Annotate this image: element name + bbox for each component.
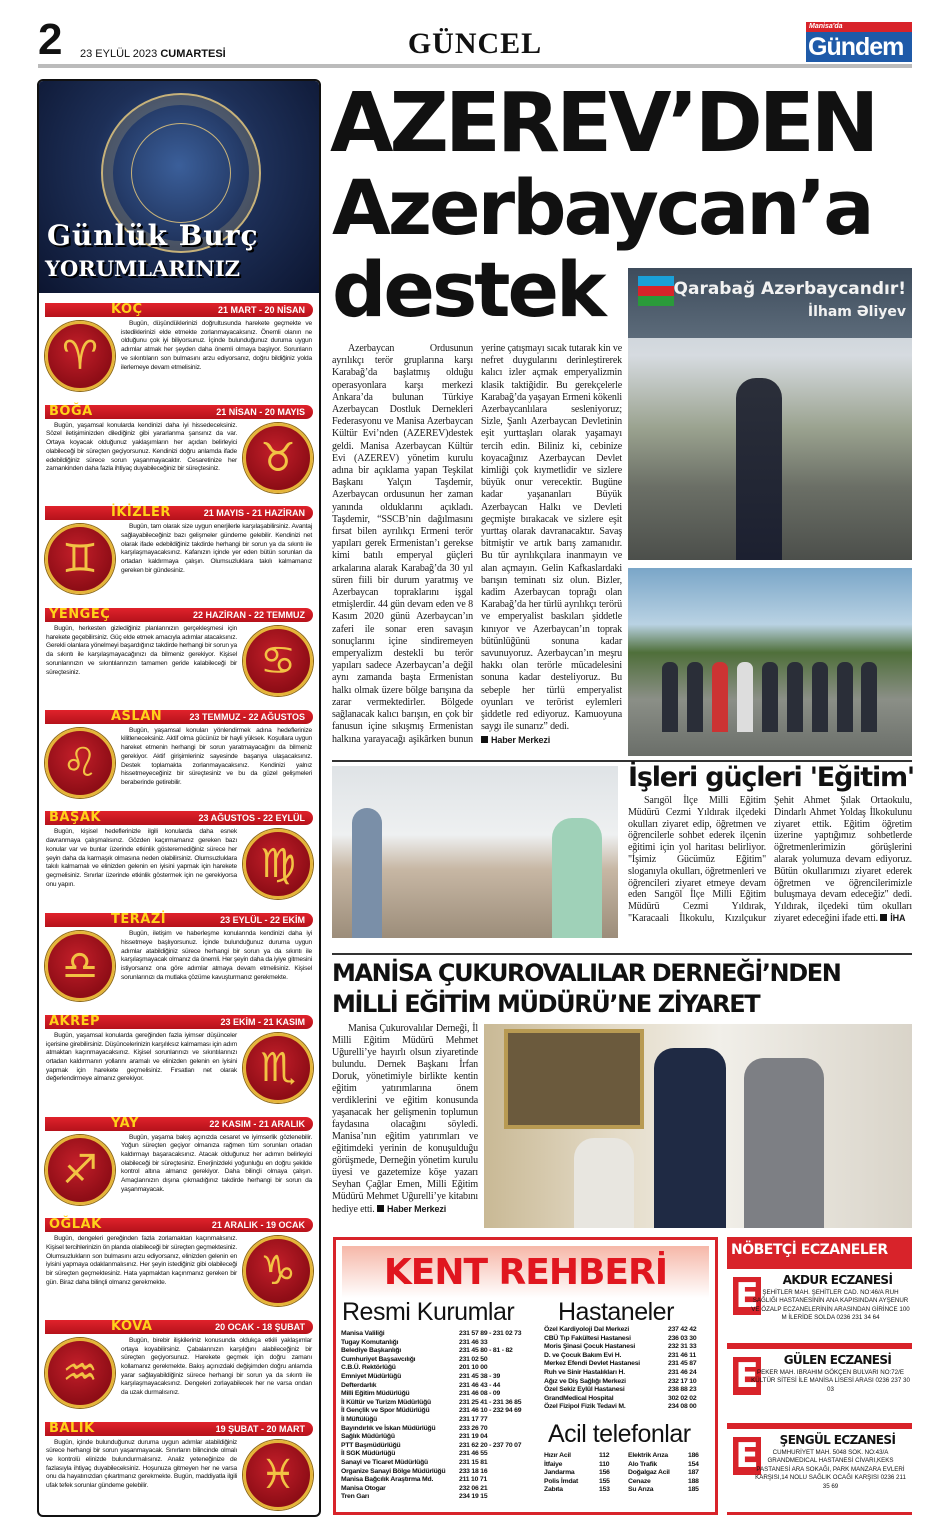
article-text: Sarıgöl İlçe Milli Eğitim Müdürü Cezmi Yıldırak ilçedeki okulları ziyaret edip, öğretmen ve öğrencilerle sohbet ederek ilçenin eğitimi için yol haritası belirliyor. "İşimiz Gücümüz Eğitim" sloganıyla okulları, öğretmenleri ve öğrencileri ziyaret etmeye devam eden Sarıgöl İlçe Milli Eğitim Müdürü Cezmi Yıldırak, "Karacaali İlkokulu, Kızılçukur Şehit Ahmet Şılak Ortaokulu, Dindarlı Ahmet Yoldaş İlkokulunu ziyaret ettik. Eğitim öğretim üzerine yaptığımız sohbetlerde öğretmenlerimizin görüşlerini alarak yolumuza devam ediyoruz. Bütün okullarımızı ziyaret ederek öğretmen ve öğrencilerimizle buluşmaya devam edeceğiz" dedi. Yıldırak, ilçedeki tüm okulları ziyaret edeceğini ifade etti. — [628, 795, 912, 924]
article-text: Azerbaycan Ordusunun ayrılıkçı terör gruplarına karşı Karabağ’da başlatmış olduğu operasyonlara karşı merkezi Ankara’da bulunan Türkiye Azerbaycan Dostluk Dernekleri Federasyonu ve Manisa Azerbaycan Kültür Evi’nden (AZEREV)destek geldi. Manisa Azerbaycan Kültür Evi (AZEREV) yönetim kurulu adına bir açıklama yapan Teşkilat Başkanı Yalçın Taşdemir, Azerbaycan ordusunun her zaman yanında olduklarını açıkladı. Taşdemir, “SSCB’nin dağılmasını fırsat bilen ayrılıkçı Ermeni terör yapıları gerek Ermenistan’ı gerekse kimi batılı emperyal güçleri arkalarına alarak Karabağ’da 30 yıl süren fiili bir durum yaratmış ve Azerbaycan topraklarını işgal etmişlerdir. 44 gün devam eden ve 8 Kasım 2020 günü Azerbaycan’ın zaferi ile sonar eren savaşın sonuçlarını içine sindiremeyen emperyalizm destekli bu terör yapıları sadece Azerbaycan’a değil aynı zamanda başta Ermenistan halkı olmak üzere bölge barışına da zarar vermektedirler. Bölgede sağlanacak kalıcı barışın, en çok bir fanusun içine sıkışmış Ermenistan halkına yarayacağı aşikârken bunun yerine çatışmayı sıcak tutarak kin ve nefret duygularını derinleştirerek kalıcı izler açmak emperyalizmin klasik taktiğidir. Bu gerekçelerle Karabağ’da yaşayan Ermeni kökenli Azerbaycanlılara sesleniyoruz; Sizle, Şanlı Azerbaycan Devletinin eşit yurttaşları olarak yaşamayı tercih edin. Biliniz ki, cebinize koyacağınız Azerbaycan Devlet kimliği çok kıymetlidir ve sizlere büyük onur verecektir. Bugüne kadar yaşananları Büyük Azerbaycan Halkı ve Devleti geçmişte bırakacak ve sizlere eşit yurttaş olarak davranacaktır. Savaş bitmiştir ve artık barış zamanıdır. Bu tür ayrılıkçılara inanmayın ve alan açmayın. Gelin Kafkaslardaki barışın teminatı siz olun. Bizler, kadim Azerbaycan toprağı olan Karabağ’da her türlü ayrılıkçı terörü ve emperyalist baskıları şiddetle kınıyor ve Azerbaycan’ın toprak bütünlüğünü sonuna kadar savunuyoruz. Azerbaycan’ın meşru hakkı olan terörle mücadelesini sonuna kadar desteliyoruz. Bu sebeple her türlü emperyalist oyunları ve terörist eylemleri şiddetle red ediyoruz. Kamuoyuna saygı ile sunarız” dedi. — [332, 343, 622, 745]
sign-dates: 23 TEMMUZ - 22 AĞUSTOS — [189, 711, 305, 722]
sign-list — [39, 293, 319, 1523]
guide-phone: 231 46 08 - 09 — [459, 1390, 501, 1398]
horoscope-sign — [45, 506, 313, 608]
guide-label: Sağlık Müdürlüğü — [341, 1433, 395, 1441]
sign-dates: 22 HAZİRAN - 22 TEMMUZ — [192, 610, 305, 621]
guide-phone: 232 17 10 — [668, 1377, 697, 1385]
guide-phone: 231 45 80 - 81 - 82 — [459, 1347, 513, 1355]
guide-row — [341, 1407, 539, 1416]
guide-row — [544, 1335, 716, 1344]
zodiac-sign-icon: ♒ — [45, 1338, 115, 1408]
horoscope-sign — [45, 1218, 313, 1320]
sign-name: YAY — [111, 1115, 139, 1131]
hospital-list — [544, 1326, 716, 1412]
article-source: Haber Merkezi — [481, 735, 550, 745]
guide-row — [341, 1433, 539, 1442]
guide-phone: 188 — [688, 1477, 699, 1485]
sign-name: BALIK — [49, 1420, 95, 1436]
headline-line2: Azerbaycan’a — [332, 163, 872, 252]
guide-row — [341, 1476, 539, 1485]
guide-label: Ağız ve Diş Sağlığı Merkezi — [544, 1377, 626, 1385]
guide-row — [628, 1469, 716, 1478]
article-body-education — [628, 795, 912, 925]
guide-row — [341, 1450, 539, 1459]
photo-karabakh-banner — [628, 268, 912, 560]
sign-dates: 20 OCAK - 18 ŞUBAT — [215, 1321, 305, 1332]
guide-phone: 154 — [688, 1460, 699, 1468]
guide-phone: 186 — [688, 1452, 699, 1459]
horoscope-sign — [45, 913, 313, 1015]
zodiac-sign-icon: ♊ — [45, 524, 115, 594]
guide-label: Elektrik Arıza — [628, 1452, 669, 1459]
day-text: CUMARTESİ — [160, 48, 226, 60]
sign-name: YENGEÇ — [49, 607, 111, 623]
guide-label: Özel Sekiz Eylül Hastanesi — [544, 1386, 625, 1394]
photo-figure — [552, 818, 602, 938]
pharmacies-on-duty — [727, 1237, 912, 1515]
guide-row — [341, 1382, 539, 1391]
guide-phone: 231 45 38 - 39 — [459, 1372, 501, 1380]
guide-phone: 233 26 70 — [459, 1424, 488, 1432]
sign-dates: 21 MART - 20 NİSAN — [217, 305, 305, 315]
horoscope-title-line2: YORUMLARINIZ — [45, 256, 240, 281]
guide-label: Tren Garı — [341, 1493, 370, 1501]
zodiac-sign-icon: ♎ — [45, 931, 115, 1001]
section-title: GÜNCEL — [407, 27, 543, 60]
guide-label: Defterdarlık — [341, 1381, 377, 1389]
article-source: İHA — [880, 913, 905, 923]
photo-figure — [654, 1048, 726, 1228]
guide-row — [544, 1326, 716, 1335]
guide-row — [628, 1478, 716, 1487]
guide-label: PTT Başmüdürlüğü — [341, 1441, 401, 1449]
guide-row — [544, 1478, 624, 1487]
guide-phone: 231 19 04 — [459, 1433, 488, 1441]
date-text: 23 EYLÜL 2023 — [80, 48, 158, 60]
guide-row — [544, 1486, 624, 1495]
guide-phone: 232 31 33 — [668, 1343, 697, 1351]
sign-name: ASLAN — [111, 708, 163, 724]
sign-text: Bugün, yaşamsal konularda kendinizi daha iyi hissedeceksiniz. Sözel iletişiminizden dilediğiniz gibi yararlanma şansınız da var. Ortaya koyacak olduğunuz yaklaşımların her açıdan belirleyici olabileceği bir süreçten geçiyorsunuz. Kendinizi doğru anlamda ifade edebildiğiniz sürece sorun yaşanmayacaktır. Cesaretinize her zamankinden daha fazla ihtiyaç duyabileceğiniz bir süreçtesiniz. — [46, 421, 237, 473]
article-text: Manisa Çukurovalılar Derneği, İl Milli Eğitim Müdürü Mehmet Uğurelli’ye hayırlı olsun ziyaretinde bulundu. Dernek Başkanı İrfan Doruk, yönetimiyle birlikte kentin eğitim yatırımlarına önem verdiklerini ve eğitim konusunda yaşanacak her gelişmenin toplumun faydasına olacağını söyledi. Manisa’nın eğitim yatırımları ve eğitimdeki yerinin de konuşulduğu görüşmede, Derneğin yönetim kurulu üyesi ve gazetemize köşe yazarı Seyhan Çağlar Emen, Milli Eğitim Müdürü Mehmet Uğurelli’ye kitabını hediye etti. — [332, 1023, 478, 1215]
sign-text: Bugün, herkesten gizlediğiniz planlarınızın gerçekleşmesi için harekete geçebilirsiniz. Güç elde etmek amacıyla adımlar atacaksınız. Gerekli olanlara yönelmeyi başardığınız takdirde herhangi bir sorun ya da sıkıntı ile karşılaşmayacağınızı da bilmeniz gerekiyor. Kişisel sorunlarınızın ve sıkıntılarınızın tamamen geride kalabileceği bir süreçtesiniz. — [46, 625, 237, 676]
zodiac-sign-icon: ♓ — [243, 1440, 313, 1510]
city-guide — [333, 1237, 718, 1515]
guide-phone: 232 06 21 — [459, 1484, 488, 1492]
sign-name: KOVA — [111, 1318, 153, 1334]
guide-row — [628, 1461, 716, 1470]
guide-label: Bayındırlık ve İskan Müdürlüğü — [341, 1424, 436, 1432]
guide-phone: 231 25 41 - 231 36 85 — [459, 1398, 522, 1406]
guide-row — [544, 1360, 716, 1369]
pharmacy-address: PEKER MAH. IBRAHIM GÖKÇEN BULVARI NO:72/E KÜLTÜR SİTESİ İLE MANİSA LİSESİ ARASI 0236 237 30 03 — [751, 1369, 910, 1393]
guide-phone: 234 08 00 — [668, 1403, 697, 1411]
guide-label: Zabıta — [544, 1486, 563, 1494]
emergency-list-1 — [544, 1452, 624, 1495]
sign-text: Bugün, düşündüklerinizi doğrultusunda harekete geçmekte ve istediklerinizi elde etmekte zorlanmayacaksınız. Önemli olanın ne olduğunu çok iyi biliyorsunuz. İçinde bulunduğunuz duruma uygun adımlar atmak her şeyden daha önemli olmaya başlıyor. Sorunların ve sıkıntıların son bulmasını arzu ediyorsanız, doğru bildiğiniz yolda ilerlemeye devam etmelisiniz. — [121, 320, 312, 371]
header-rule — [38, 64, 912, 68]
horoscope-panel — [37, 79, 321, 1517]
guide-row — [341, 1459, 539, 1468]
pharmacy-e-icon: E — [733, 1277, 761, 1315]
divider — [332, 953, 912, 955]
guide-label: Tugay Komutanlığı — [341, 1338, 399, 1346]
photo-figure — [744, 1058, 824, 1228]
sign-name: BAŞAK — [49, 810, 101, 826]
guide-phone: 238 88 23 — [668, 1386, 697, 1394]
horoscope-sign — [45, 405, 313, 507]
guide-label: Moris Şinasi Çocuk Hastanesi — [544, 1343, 636, 1351]
sign-dates: 21 MAYIS - 21 HAZİRAN — [203, 508, 305, 519]
article-body — [332, 343, 622, 747]
guide-phone: 231 02 50 — [459, 1355, 488, 1363]
guide-label: Cenaze — [628, 1477, 651, 1485]
guide-phone: 237 42 42 — [668, 1326, 697, 1333]
guide-phone: 231 62 20 - 237 70 07 — [459, 1441, 522, 1449]
headline-visit-line1: MANİSA ÇUKUROVALILAR DERNEĞİ’NDEN — [332, 959, 841, 987]
guide-phone: 156 — [599, 1469, 610, 1477]
guide-phone: 231 46 10 - 232 94 69 — [459, 1407, 522, 1415]
guide-label: Polis İmdat — [544, 1477, 579, 1485]
zodiac-sign-icon: ♉ — [243, 423, 313, 493]
guide-row — [544, 1386, 716, 1395]
guide-phone: 187 — [688, 1469, 699, 1477]
guide-row — [544, 1403, 716, 1412]
sign-name: TERAZİ — [111, 912, 167, 928]
horoscope-title-line1: Günlük Burç — [47, 219, 259, 252]
guide-label: Jandarma — [544, 1469, 575, 1477]
guide-label: Manisa Bağcılık Araştırma Md. — [341, 1476, 434, 1484]
guide-phone: 211 10 71 — [459, 1476, 488, 1484]
guide-row — [341, 1493, 539, 1502]
pharmacy-item — [727, 1429, 912, 1512]
guide-row — [341, 1373, 539, 1382]
photo-group-monument — [628, 568, 912, 756]
guide-label: Milli Eğitim Müdürlüğü — [341, 1390, 410, 1398]
pharmacy-address: CUMHURİYET MAH. 5048 SOK. NO:43/A GRANDMEDICAL HASTANESİ CİVARI,KEKS PASTANESİ ARA SOKAĞI, PARK MANZARA EVLERİ KARŞISI,14 NOLU SAĞLIK OCAĞI KARŞISI 0236 211 35 69 — [755, 1449, 906, 1490]
photo-painting — [504, 1029, 644, 1129]
horoscope-sign — [45, 1015, 313, 1117]
issue-date — [80, 48, 226, 60]
sign-dates: 22 KASIM - 21 ARALIK — [209, 1118, 305, 1129]
guide-label: Emniyet Müdürlüğü — [341, 1372, 402, 1380]
sign-dates: 21 NİSAN - 20 MAYIS — [216, 406, 305, 417]
sign-dates: 21 ARALIK - 19 OCAK — [211, 1220, 305, 1231]
page-number: 2 — [38, 15, 63, 64]
guide-row — [341, 1330, 539, 1339]
horoscope-sign — [45, 1320, 313, 1422]
guide-phone: 233 18 16 — [459, 1467, 488, 1475]
guide-phone: 231 46 24 — [668, 1368, 697, 1376]
sign-text: Bugün, yaşamsal konularda gereğinden fazla iyimser düşünceler içerisine girebilirsiniz. Düşüncelerinizin karşılıksız kalmaması için adım atmaktan kaçınmayacaksınız. Kişisel sorunlarınızı ve sıkıntılarınızı ortadan kaldırmanın yollarını aramalı ve elinizden gelenin en iyisini yapmak için harekete geçmelisiniz. Fırsatları net olarak değerlendirmeye almanız gerekiyor. — [46, 1031, 237, 1083]
sign-dates: 23 EKİM - 21 KASIM — [220, 1016, 305, 1027]
guide-label: Alo Trafik — [628, 1460, 657, 1468]
zodiac-sign-icon: ♌ — [45, 728, 115, 798]
horoscope-sign — [45, 811, 313, 913]
sign-dates: 19 ŞUBAT - 20 MART — [215, 1423, 305, 1434]
guide-phone: 155 — [599, 1477, 610, 1485]
guide-row — [341, 1347, 539, 1356]
guide-label: Manisa Otogar — [341, 1484, 386, 1492]
headline-visit-line2: MİLLİ EĞİTİM MÜDÜRÜ’NE ZİYARET — [332, 990, 760, 1018]
photo-classroom — [332, 766, 618, 938]
guide-label: GrandMedical Hospital — [544, 1394, 614, 1402]
guide-row — [544, 1369, 716, 1378]
guide-label: Merkez Efendi Devlet Hastanesi — [544, 1360, 640, 1368]
guide-phone: 112 — [599, 1452, 610, 1459]
sign-name: BOĞA — [49, 403, 93, 419]
guide-label: İtfaiye — [544, 1460, 563, 1468]
article-source: Haber Merkezi — [377, 1204, 446, 1214]
horoscope-sign — [45, 1117, 313, 1219]
pharmacy-item — [727, 1269, 912, 1343]
guide-label: Su Arıza — [628, 1486, 654, 1494]
zodiac-sign-icon: ♑ — [243, 1236, 313, 1306]
city-guide-title: KENT REHBERİ — [342, 1246, 709, 1298]
guide-phone: 234 19 15 — [459, 1493, 488, 1501]
horoscope-banner — [39, 81, 319, 293]
horoscope-sign — [45, 1422, 313, 1524]
horoscope-sign — [45, 303, 313, 405]
guide-row — [341, 1364, 539, 1373]
newspaper-logo — [806, 22, 912, 62]
guide-label: Doğalgaz Acil — [628, 1469, 670, 1477]
sign-dates: 23 AĞUSTOS - 22 EYLÜL — [198, 813, 305, 824]
guide-label: Organize Sanayi Bölge Müdürlüğü — [341, 1467, 446, 1475]
sign-text: Bugün, yaşamsal konuları yönlendirmek adına hedeflerinize kilitleneceksiniz. Aktif olma gücünüz bir hayli yüksek. Koşullara uygun hareket etmenin herhangi bir sorun yaratmayacağını da bilmeniz gerekiyor. Aktif girişimleriniz sayesinde başarıya ulaşacaksınız. Destek toplamakta zorlanmayacaksınız. Kendinizi yalnız hissetmeyeceğiniz bir süreçtesiniz ve bu da güzel gelişmeleri beraberinde getirebilir. — [121, 726, 312, 786]
banner-text-1: Qarabağ Azərbaycandır! — [673, 279, 906, 299]
guide-row — [544, 1461, 624, 1470]
guide-phone: 153 — [599, 1486, 610, 1494]
pharmacy-name: ŞENGÜL ECZANESİ — [779, 1433, 896, 1447]
pharmacies-title: NÖBETÇİ ECZANELER — [731, 1242, 888, 1258]
sign-text: Bugün, kişisel hedeflerinizle ilgili konularda daha esnek davranmaya çalışmalısınız. Gözden kaçırmamanız gereken bazı konular var ve bunlar üzerinde etkinlik gösteremediğiniz sürece her şeyin daha da karmaşık olmasına neden olabilirsiniz. Olumsuzluklara takılı kalmamalı ve elinizden gelenin en iyisini yapmak için harekete geçmelisiniz. Sınırlar üzerinde etkinlik göstermek için ne gerekiyorsa onu yapın. — [46, 828, 237, 888]
sign-text: Bugün, iletişim ve haberleşme konularında kendinizi daha iyi hissetmeye başlıyorsunuz. İçinde bulunduğunuz duruma uygun adımlar atabildiğiniz sürece herhangi bir sorun ya da sıkıntı ile karşılaşmayacak olmanız da önemli. Her şeyin daha da iyiye gitmesini istiyorsanız ona göre adımlar atmaya devam etmelisiniz. Kişisel sorunlarınızı da mutlaka çözüme kavuşturmanız gerekmekte. — [121, 930, 312, 981]
pharmacy-address: ŞEHİTLER MAH. ŞEHİTLER CAD. NO:46/A RUH SAĞLIĞI HASTANESİNİN ANA KAPISINDAN AYŞENUR VE ÖZALP ECZANELERİNİN ARASINDAN GİRİNCE 100 M İLERİDE SOLDA 0236 231 34 64 — [751, 1289, 910, 1322]
horoscope-sign — [45, 710, 313, 812]
guide-label: İl Müftülüğü — [341, 1415, 378, 1423]
guide-label: Hızır Acil — [544, 1452, 571, 1459]
photo-figure — [352, 808, 382, 938]
guide-label: Sanayi ve Ticaret Müdürlüğü — [341, 1458, 429, 1466]
guide-label: D. ve Çocuk Bakım Evi H. — [544, 1351, 622, 1359]
logo-top: Manisa'da — [806, 22, 912, 32]
zodiac-sign-icon: ♈ — [45, 321, 115, 391]
guide-label: Belediye Başkanlığı — [341, 1347, 402, 1355]
headline-education: İşleri güçleri 'Eğitim' — [628, 762, 914, 793]
guide-row — [628, 1486, 716, 1495]
banner-text-2: İlham Əliyev — [807, 304, 906, 320]
guide-label: İl SGK Müdürlüğü — [341, 1450, 396, 1458]
headline-line1: AZEREV’DEN — [330, 76, 876, 171]
sign-dates: 23 EYLÜL - 22 EKİM — [220, 915, 305, 926]
headline-line3: destek — [332, 245, 604, 334]
guide-row — [544, 1343, 716, 1352]
zodiac-sign-icon: ♋ — [243, 626, 313, 696]
guide-row — [341, 1485, 539, 1494]
zodiac-sign-icon: ♐ — [45, 1135, 115, 1205]
guide-label: Özel Fizipol Fizik Tedavi M. — [544, 1403, 626, 1411]
guide-row — [544, 1452, 624, 1461]
sign-name: KOÇ — [111, 302, 143, 317]
guide-phone: 231 15 81 — [459, 1458, 488, 1466]
horoscope-sign — [45, 608, 313, 710]
pharmacy-item — [727, 1349, 912, 1423]
guide-phone: 231 17 77 — [459, 1415, 488, 1423]
guide-row — [341, 1390, 539, 1399]
guide-phone: 231 46 55 — [459, 1450, 488, 1458]
azerbaijan-flag-icon — [638, 276, 674, 306]
guide-row — [544, 1378, 716, 1387]
sign-text: Bugün, birebir ilişkileriniz konusunda oldukça etkili yaklaşımlar ortaya koyabilirsiniz. Çabalarınızın karşılığını alabileceğiniz bir süreçten geçiyorsunuz. Harekete geçmek için doğru zamanı kollamanız gerekmekte. Bakış açınızdaki değişimden doğru anlamda yarar sağlayabildiğiniz sürece herhangi bir sorun ya da sıkıntı ile karşılaşmayacaksınız. Dengeleri zorlayabilecek her ne varsa ondan da uzak durmalısınız. — [121, 1336, 312, 1397]
guide-phone: 231 46 11 — [668, 1351, 697, 1359]
photo-person — [736, 378, 782, 560]
guide-phone: 231 57 89 - 231 02 73 — [459, 1330, 522, 1337]
gov-heading: Resmi Kurumlar — [342, 1298, 515, 1326]
photo-group — [628, 662, 912, 732]
photo-figure — [574, 1138, 634, 1228]
zodiac-wheel-inner-icon — [131, 123, 231, 223]
hospitals-heading: Hastaneler — [558, 1298, 674, 1326]
sign-text: Bugün, yaşama bakış açınızda cesaret ve iyimserlik gözlenebilir. Yoğun süreçten geçiyor olmanıza rağmen tüm sorunları ortadan kaldırmayı başaracaksınız. Atacak olduğunuz her adımın belirleyici olabileceği bir süreçtesiniz. Enerjinizdeki yoğunluğu en doğru şekilde kontrol altına almanız gerekiyor. Daha bilinçli olmaya çalışın. Amaçlarınızın dışına çıkmadığınız takdirde herhangi bir sorun da yaşanmayacak. — [121, 1133, 312, 1193]
headline-visit — [332, 958, 912, 1020]
logo-main: Gündem — [808, 33, 904, 61]
guide-phone: 185 — [688, 1486, 699, 1494]
guide-label: İl Gençlik ve Spor Müdürlüğü — [341, 1407, 430, 1415]
sign-text: Bugün, dengeleri gereğinden fazla zorlamaktan kaçınmalısınız. Kişisel tercihlerinizin ön planda olabileceği bir süreçten geçmektesiniz. Olumsuzlukların son bulmasını arzu ediyorsanız, elinizden gelenin en iyisini yapmaya odaklanmalısınız. Her şeyin istediğiniz gibi olabileceği bir süreçten geçmektesiniz. Hata yapmaktan kaçınmanız gereken bir gün. Biraz daha bilinçli olmanız gerekmekte. — [46, 1235, 237, 1286]
emergency-list-2 — [628, 1452, 716, 1495]
guide-phone: 201 10 00 — [459, 1364, 488, 1372]
guide-label: Manisa Valiliği — [341, 1330, 385, 1337]
guide-phone: 302 02 02 — [668, 1394, 697, 1402]
guide-phone: 231 46 33 — [459, 1338, 488, 1346]
guide-row — [341, 1425, 539, 1434]
guide-label: C.B.Ü. Rektörlüğü — [341, 1364, 396, 1372]
guide-phone: 110 — [599, 1460, 610, 1468]
guide-label: CBÜ Tıp Fakültesi Hastanesi — [544, 1334, 631, 1342]
guide-row — [544, 1469, 624, 1478]
sign-text: Bugün, tam olarak size uygun enerjilerle karşılaşabilirsiniz. Avantaj sağlayabileceğiniz bazı gelişmeler gündeme gelebilir. Kendinizi net olarak ifade edebildiğiniz takdirde herhangi bir sorun ya da sıkıntı ile karşılaşmayacaksınız. Kafanızın içinde yer eden bütün sorunları da ortadan kaldırmaya çalışın. Olumsuzluklara takılı kalmamanız gereken bir gündesiniz. — [121, 523, 312, 574]
gov-list — [341, 1330, 539, 1502]
guide-phone: 231 45 87 — [668, 1360, 697, 1368]
zodiac-sign-icon: ♏ — [243, 1033, 313, 1103]
pharmacy-e-icon: E — [733, 1437, 761, 1475]
pharmacy-e-icon: E — [733, 1357, 761, 1395]
guide-label: Özel Kardiyoloji Dal Merkezi — [544, 1326, 630, 1333]
sign-name: OĞLAK — [49, 1217, 102, 1233]
pharmacy-name: GÜLEN ECZANESİ — [783, 1353, 892, 1367]
guide-row — [341, 1416, 539, 1425]
guide-row — [544, 1352, 716, 1361]
guide-label: Cumhuriyet Başsavcılığı — [341, 1355, 416, 1363]
guide-row — [628, 1452, 716, 1461]
sign-text: Bugün, içinde bulunduğunuz duruma uygun adımlar atabildiğiniz sürece herhangi bir sorun yaşanmayacak. Sınırların bilincinde olmalı ve kontrolü elinizde bulundurmalısınız. Analiz yeteneğinize de fazlasıyla ihtiyaç duyabileceksiniz. Hoşunuza gitmeyen her ne varsa onu da hayatınızdan çıkartmanız gerekmekte. Bugün, maddiyatla ilgili ufak tefek sorunlar gündeme gelebilir. — [46, 1438, 237, 1490]
sign-name: İKİZLER — [111, 505, 171, 521]
sign-name: AKREP — [49, 1013, 101, 1029]
zodiac-sign-icon: ♍ — [243, 829, 313, 899]
guide-row — [341, 1468, 539, 1477]
guide-label: İl Kültür ve Turizm Müdürlüğü — [341, 1398, 431, 1406]
guide-phone: 236 03 30 — [668, 1334, 697, 1342]
pharmacy-name: AKDUR ECZANESİ — [782, 1273, 893, 1287]
guide-label: Ruh ve Sinir Hastalıkları H. — [544, 1368, 625, 1376]
guide-phone: 231 46 43 - 44 — [459, 1381, 501, 1389]
photo-office-visit — [484, 1024, 912, 1228]
article-body-visit — [332, 1023, 478, 1216]
guide-row — [341, 1339, 539, 1348]
emergency-heading: Acil telefonlar — [548, 1420, 691, 1448]
